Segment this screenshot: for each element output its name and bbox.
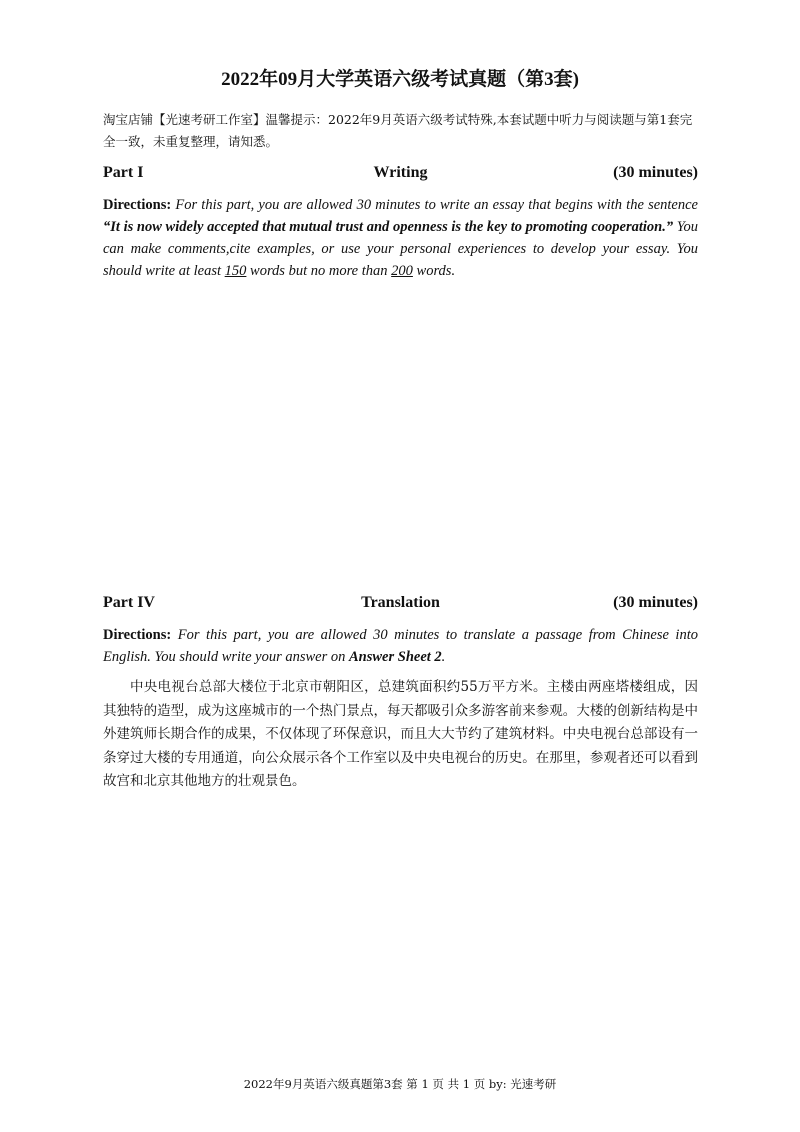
page-footer: 2022年9月英语六级真题第3套 第 1 页 共 1 页 by: 光速考研 bbox=[243, 1077, 557, 1091]
part1-directions-text-4: words. bbox=[412, 263, 456, 279]
part4-directions-text-2: . bbox=[441, 649, 446, 665]
part1-directions-label: Directions: bbox=[103, 197, 172, 213]
part1-label: Part I bbox=[103, 164, 144, 181]
part1-name: Writing bbox=[373, 164, 428, 181]
part4-header bbox=[103, 594, 698, 612]
part4-time: (30 minutes) bbox=[613, 594, 698, 611]
part4-directions bbox=[103, 624, 698, 668]
answer-sheet-ref: Answer Sheet 2 bbox=[349, 649, 442, 665]
part4-label: Part IV bbox=[103, 594, 155, 611]
part1-directions-text-3: words but no more than bbox=[246, 263, 392, 279]
translation-passage: 中央电视台总部大楼位于北京市朝阳区，总建筑面积约55万平方米。主楼由两座塔楼组成，因其独特的造型，成为这座城市的一个热门景点，每天都吸引众多游客前来参观。大楼的创新结构是中外建筑师长期合作的成果，不仅体现了环保意识，而且大大节约了建筑材料。中央电视台总部设有一条穿过大楼的专用通道，向公众展示各个工作室以及中央电视台的历史。在那里，参观者还可以看到故宫和北京其他地方的壮观景色。 bbox=[103, 679, 698, 789]
part1-header bbox=[103, 164, 698, 182]
part1-time: (30 minutes) bbox=[613, 164, 698, 181]
notice-text: 淘宝店铺【光速考研工作室】温馨提示：2022年9月英语六级考试特殊,本套试题中听力与阅读题与第1套完全一致，未重复整理，请知悉。 bbox=[103, 112, 693, 149]
part4-directions-label: Directions: bbox=[103, 627, 172, 643]
part1-max-words: 200 bbox=[391, 263, 413, 279]
part1-directions-text-1: For this part, you are allowed 30 minutes to write an essay that begins with the sentence bbox=[171, 197, 698, 213]
part4-name: Translation bbox=[361, 594, 440, 611]
part4-directions-text-1: For this part, you are allowed 30 minutes to translate a passage from Chinese into English. You should write your answer on bbox=[103, 627, 698, 665]
part1-prompt-sentence: “It is now widely accepted that mutual trust and openness is the key to promoting cooperation.” bbox=[103, 219, 674, 235]
page-title: 2022年09月大学英语六级考试真题（第3套) bbox=[221, 69, 579, 90]
part1-directions bbox=[103, 194, 698, 282]
part1-min-words: 150 bbox=[224, 263, 247, 279]
part1-directions-text-2: You can make comments,cite examples, or use your personal experiences to develop your essay. You should write at least bbox=[103, 219, 699, 279]
